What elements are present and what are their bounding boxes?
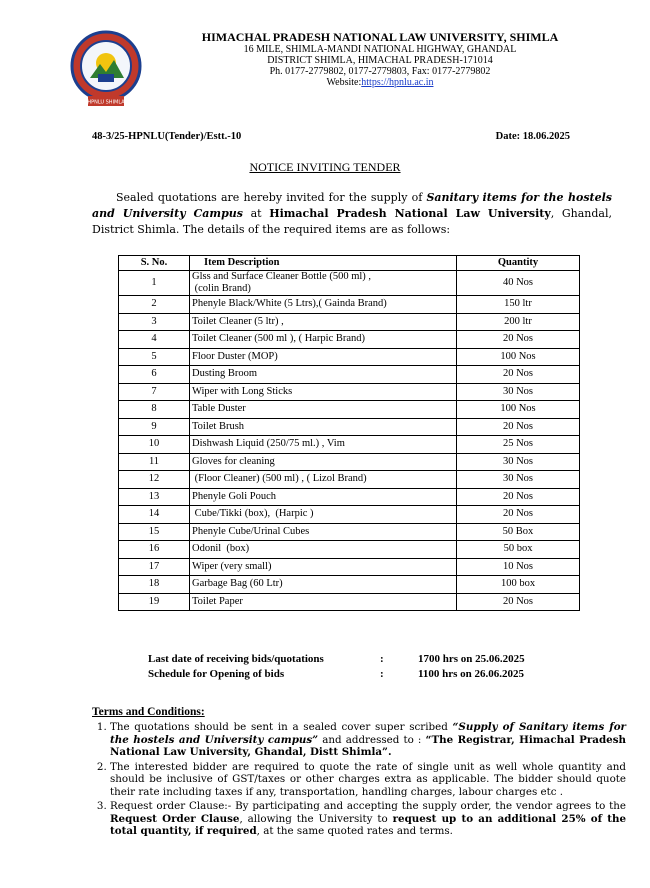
reference-line [92, 131, 570, 142]
intro-university: Himachal Pradesh National Law University [269, 207, 551, 220]
intro-text-1: Sealed quotations are hereby invited for the supply of [116, 191, 427, 204]
row-quantity: 20 Nos [457, 593, 580, 611]
row-description [190, 348, 457, 366]
row-description [190, 523, 457, 541]
table-row [119, 366, 580, 384]
row-quantity: 25 Nos [457, 436, 580, 454]
row-description [190, 488, 457, 506]
row-description [190, 418, 457, 436]
row-sno: 11 [119, 453, 190, 471]
row-description-text: Dishwash Liquid (250/75 ml.) , Vim [192, 438, 345, 450]
row-sno: 19 [119, 593, 190, 611]
row-description [190, 313, 457, 331]
address-line-2: DISTRICT SHIMLA, HIMACHAL PRADESH-171014 [267, 55, 493, 66]
row-sno: 9 [119, 418, 190, 436]
term-3 [110, 800, 626, 838]
row-description-text: Cube/Tikki (box), (Harpic ) [192, 508, 314, 520]
university-logo [70, 30, 142, 108]
table-row [119, 313, 580, 331]
table-row [119, 271, 580, 296]
logo-text: HPNLU SHIMLA [87, 99, 125, 106]
term-2: 2. The interested bidder are required to quote the rate of single unit as well whole quantity and should be inclusive of GST/taxes or other charges extra as applicable. The bidder should quote their rate including taxes if any, transportation, handling charges, labour charges etc . [110, 761, 626, 799]
row-sno: 2 [119, 296, 190, 314]
row-sno: 5 [119, 348, 190, 366]
university-name: HIMACHAL PRADESH NATIONAL LAW UNIVERSITY, SHIMLA [201, 30, 559, 44]
row-description-text: Dusting Broom [192, 368, 258, 380]
row-description-text: Phenyle Cube/Urinal Cubes [192, 525, 310, 537]
row-description [190, 453, 457, 471]
table-row [119, 541, 580, 559]
row-description [190, 471, 457, 489]
row-quantity: 30 Nos [457, 471, 580, 489]
row-description [190, 401, 457, 419]
intro-text-3: , Ghandal, District Shimla. The details of the required items are as follows: [92, 207, 612, 236]
row-sno: 13 [119, 488, 190, 506]
website-link[interactable]: https://hpnlu.ac.in [361, 77, 434, 88]
table-row [119, 348, 580, 366]
table-row [119, 471, 580, 489]
term-3-clause: Request Order Clause [110, 812, 240, 825]
row-description-text: Floor Duster (MOP) [192, 350, 278, 362]
term-3-text-3: , at the same quoted rates and terms. [256, 825, 453, 837]
row-description [190, 558, 457, 576]
row-description-text: Glss and Surface Cleaner Bottle (500 ml) , [192, 271, 372, 282]
table-header-row [119, 256, 580, 271]
row-description [190, 541, 457, 559]
row-description-text: Toilet Cleaner (500 ml ), ( Harpic Brand) [192, 333, 366, 345]
row-description-text: Toilet Brush [192, 420, 245, 432]
row-description-text: Wiper with Long Sticks [192, 385, 293, 397]
row-description [190, 576, 457, 594]
header-sno: S. No. [119, 256, 190, 271]
term-1-text: The quotations should be sent in a sealed cover super scribed [110, 721, 453, 733]
row-description [190, 331, 457, 349]
notice-date: Date: 18.06.2025 [495, 131, 570, 142]
term-1-superscription: “Supply of Sanitary items for the hostels and University campus” [110, 721, 626, 746]
row-quantity: 20 Nos [457, 506, 580, 524]
terms-heading: Terms and Conditions: [92, 706, 205, 718]
row-quantity: 30 Nos [457, 383, 580, 401]
row-sno: 3 [119, 313, 190, 331]
row-sno: 1 [119, 271, 190, 296]
intro-text-2: at [242, 207, 270, 220]
phone-line: Ph. 0177-2779802, 0177-2779803, Fax: 0177-2779802 [269, 66, 491, 77]
website-line [170, 77, 590, 88]
row-description-text: Phenyle Black/White (5 Ltrs),( Gainda Brand) [192, 298, 387, 310]
row-sno: 16 [119, 541, 190, 559]
row-description [190, 593, 457, 611]
website-label: Website: [326, 77, 362, 88]
table-row [119, 331, 580, 349]
row-description [190, 383, 457, 401]
table-row [119, 453, 580, 471]
table-row [119, 523, 580, 541]
row-sno: 17 [119, 558, 190, 576]
last-date-value: 1700 hrs on 25.06.2025 [418, 653, 525, 665]
bid-dates [148, 652, 568, 682]
row-description [190, 436, 457, 454]
table-body [119, 271, 580, 611]
header-description: Item Description [190, 256, 457, 271]
row-quantity: 50 Box [457, 523, 580, 541]
last-date-label: Last date of receiving bids/quotations [148, 653, 324, 665]
table-row [119, 506, 580, 524]
row-description-text: Wiper (very small) [192, 560, 272, 572]
row-quantity: 20 Nos [457, 418, 580, 436]
row-quantity: 30 Nos [457, 453, 580, 471]
row-sno: 8 [119, 401, 190, 419]
table-row [119, 488, 580, 506]
table-row [119, 296, 580, 314]
row-quantity: 40 Nos [457, 271, 580, 296]
row-description-text: Table Duster [192, 403, 246, 415]
row-sno: 7 [119, 383, 190, 401]
colon: : [380, 668, 384, 680]
row-sno: 12 [119, 471, 190, 489]
row-description-text: Toilet Cleaner (5 ltr) , [192, 315, 284, 327]
table-row [119, 418, 580, 436]
address-line-1: 16 MILE, SHIMLA-MANDI NATIONAL HIGHWAY, GHANDAL [243, 44, 517, 55]
row-description [190, 506, 457, 524]
row-description [190, 366, 457, 384]
intro-items-phrase: Sanitary items for the hostels and University Campus [92, 191, 612, 220]
row-quantity: 50 box [457, 541, 580, 559]
items-table [118, 255, 580, 611]
table-row [119, 593, 580, 611]
opening-date-row [148, 667, 568, 682]
table-row [119, 576, 580, 594]
row-description-text: (Floor Cleaner) (500 ml) , ( Lizol Brand) [192, 473, 367, 485]
opening-date-label: Schedule for Opening of bids [148, 668, 285, 680]
term-1-text-2: and addressed to : [318, 733, 426, 746]
opening-date-value: 1100 hrs on 26.06.2025 [418, 668, 525, 680]
row-description-text: Gloves for cleaning [192, 455, 275, 467]
row-description-text-2: (colin Brand) [192, 283, 251, 294]
row-quantity: 100 box [457, 576, 580, 594]
term-1-address: “The Registrar, Himachal Pradesh National Law University, Ghandal, Distt Shimla”. [110, 733, 627, 758]
letterhead [170, 30, 590, 88]
row-quantity: 100 Nos [457, 348, 580, 366]
term-3-text: Request order Clause:- By participating and accepting the supply order, the vendor agrees to the [110, 800, 626, 812]
row-description-text: Phenyle Goli Pouch [192, 490, 276, 502]
row-description-text: Toilet Paper [192, 595, 243, 607]
row-description-text: Garbage Bag (60 Ltr) [192, 578, 283, 590]
row-sno: 10 [119, 436, 190, 454]
intro-paragraph [92, 190, 612, 238]
header-quantity: Quantity [457, 256, 580, 271]
row-quantity: 20 Nos [457, 331, 580, 349]
row-quantity: 10 Nos [457, 558, 580, 576]
table-row [119, 401, 580, 419]
row-sno: 6 [119, 366, 190, 384]
row-quantity: 150 ltr [457, 296, 580, 314]
page-title: NOTICE INVITING TENDER [249, 160, 401, 174]
row-description-text: Odonil (box) [192, 543, 250, 555]
row-quantity: 20 Nos [457, 366, 580, 384]
row-sno: 15 [119, 523, 190, 541]
table-row [119, 558, 580, 576]
reference-number: 48-3/25-HPNLU(Tender)/Estt.-10 [92, 131, 242, 142]
colon: : [380, 653, 384, 665]
row-sno: 4 [119, 331, 190, 349]
row-description [190, 296, 457, 314]
row-sno: 14 [119, 506, 190, 524]
row-quantity: 200 ltr [457, 313, 580, 331]
row-quantity: 100 Nos [457, 401, 580, 419]
row-description [190, 271, 457, 296]
terms-list [92, 721, 626, 840]
term-3-text-2: , allowing the University to [239, 812, 393, 825]
row-sno: 18 [119, 576, 190, 594]
term-1 [110, 721, 626, 759]
table-row [119, 436, 580, 454]
last-date-row [148, 652, 568, 667]
table-row [119, 383, 580, 401]
row-quantity: 20 Nos [457, 488, 580, 506]
term-3-request: request up to an additional 25% of the total quantity, if required [110, 812, 627, 837]
